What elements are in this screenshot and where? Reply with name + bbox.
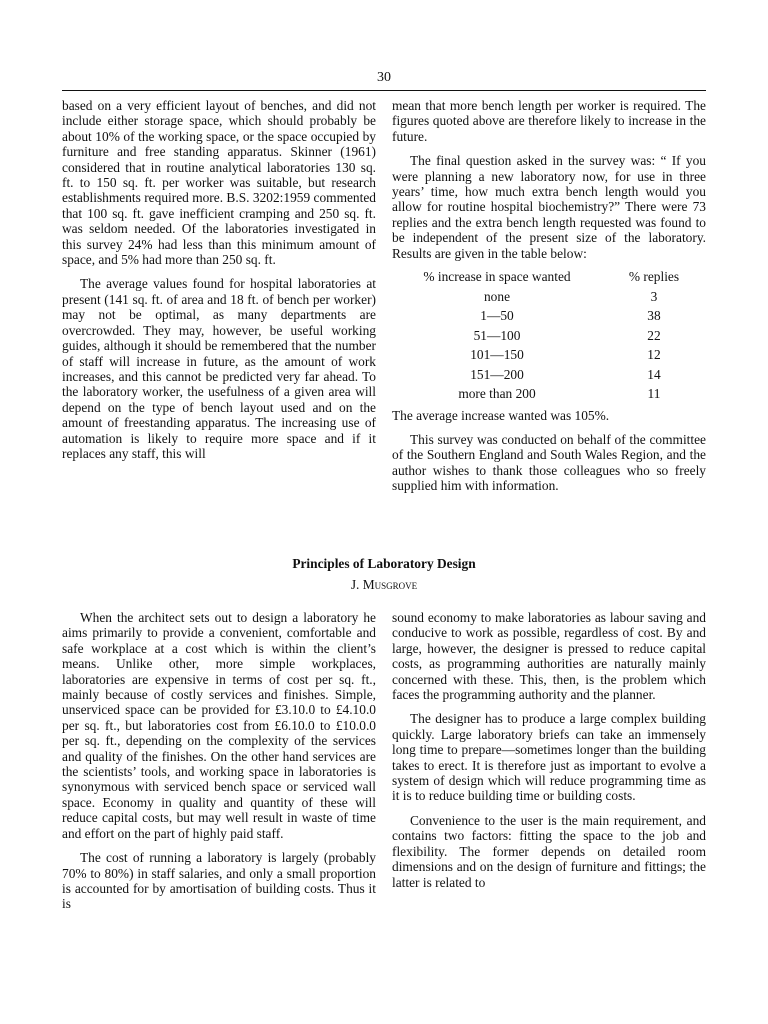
table-header-cell: % increase in space wanted xyxy=(423,269,571,285)
table-cell: 51—100 xyxy=(473,327,521,343)
paragraph: sound economy to make laboratories as labour saving and conducive to work as possible, regardless of cost. By and large, however, the designer is pressed to reduce capital costs, as programming authorities are naturally mainly concerned with these. This, then, is the problem which faces the programming authority and the planner. xyxy=(392,610,706,703)
paragraph: based on a very efficient layout of benches, and did not include either storage space, which should probably be about 10% of the working space, or the space occupied by furniture and free standing apparatus. Skinner (1961) considered that in routine analytical laboratories 130 sq. ft. to 150 sq. ft. per worker was suitable, but research establishments required more. B.S. 3202:1959 commented that 100 sq. ft. gave inefficient cramping and 250 sq. ft. was seldom needed. Of the laboratories investigated in this survey 24% had less than this minimum amount of space, and 5% had more than 250 sq. ft. xyxy=(62,98,376,268)
table-row xyxy=(392,306,706,326)
upper-right-column xyxy=(392,98,706,494)
paragraph: The designer has to produce a large complex building quickly. Large laboratory briefs can take an immensely long time to prepare—sometimes longer than the building takes to erect. It is therefore just as important to evolve a system of design which will reduce programming time as it is to reduce building time or building costs. xyxy=(392,711,706,804)
table-cell: 151—200 xyxy=(470,366,524,382)
top-rule xyxy=(62,90,706,91)
table-cell: more than 200 xyxy=(458,386,536,402)
paragraph: The cost of running a laboratory is largely (probably 70% to 80%) in staff salaries, and only a small proportion is accounted for by amortisation of building costs. Thus it is xyxy=(62,850,376,912)
table-cell: 14 xyxy=(647,366,661,382)
table-row xyxy=(392,345,706,365)
section-author: J. Musgrove xyxy=(350,577,418,592)
table-cell: 11 xyxy=(647,386,661,402)
page-number: 30 xyxy=(377,70,391,85)
table-row xyxy=(392,326,706,346)
lower-left-column xyxy=(62,610,376,912)
paragraph: When the architect sets out to design a laboratory he aims primarily to provide a convenient, comfortable and safe workplace at a cost which is within the client’s means. Unlike other, more simple workplaces, laboratories are expensive in terms of cost per sq. ft., mainly because of costly services and finishes. Simple, unserviced space can be provided for £3.10.0 to £4.10.0 per sq. ft., but laboratories cost from £6.10.0 to £10.0.0 per sq. ft., depending on the complexity of the services and quality of the finishes. On the other hand services are the scientists’ tools, and working space in laboratories is synonymous with serviced bench space or serviced wall space. Economy in quality and quantity of these will reduce capital costs, but may well result in waste of time and effort on the part of highly paid staff. xyxy=(62,610,376,841)
table-cell: 1—50 xyxy=(480,308,514,324)
paragraph: The average values found for hospital laboratories at present (141 sq. ft. of area and 18 ft. of bench per worker) may not be optimal, as many departments are overcrowded. They may, however, be useful working guides, although it should be remembered that the number of staff will increase in future, as the amount of work increases, and this cannot be predicted very far ahead. To the laboratory worker, the usefulness of a given area will depend on the type of bench layout used and on the amount of freestanding apparatus. The increasing use of automation is likely to require more space and if it replaces any staff, this will xyxy=(62,276,376,461)
section-title: Principles of Laboratory Design xyxy=(292,556,476,571)
lower-right-column xyxy=(392,610,706,890)
table-cell: 12 xyxy=(647,347,661,363)
paragraph: Convenience to the user is the main requirement, and contains two factors: fitting the space to the job and flexibility. The former depends on detailed room dimensions and on the design of furniture and fittings; the latter is related to xyxy=(392,812,706,890)
paragraph: The average increase wanted was 105%. xyxy=(392,407,610,423)
table-header-cell: % replies xyxy=(628,269,680,285)
table-cell: 3 xyxy=(650,288,658,304)
paragraph: mean that more bench length per worker is required. The figures quoted above are therefore likely to increase in the future. xyxy=(392,98,706,144)
table-cell: 22 xyxy=(647,327,661,343)
table-row xyxy=(392,384,706,404)
table-cell: 101—150 xyxy=(470,347,524,363)
survey-results-table xyxy=(392,267,706,404)
table-header-row xyxy=(392,267,706,287)
table-cell: none xyxy=(483,288,511,304)
table-row xyxy=(392,365,706,385)
paragraph: The final question asked in the survey was: “ If you were planning a new laboratory now, for use in three years’ time, how much extra bench length would you allow for routine hospital biochemistry?” There were 73 replies and the extra bench length requested was found to be independent of the present size of the laboratory. Results are given in the table below: xyxy=(392,153,706,261)
table-cell: 38 xyxy=(647,308,661,324)
table-row xyxy=(392,287,706,307)
upper-left-column xyxy=(62,98,376,461)
paragraph: This survey was conducted on behalf of the committee of the Southern England and South Wales Region, and the author wishes to thank those colleagues who so freely supplied him with information. xyxy=(392,431,706,494)
